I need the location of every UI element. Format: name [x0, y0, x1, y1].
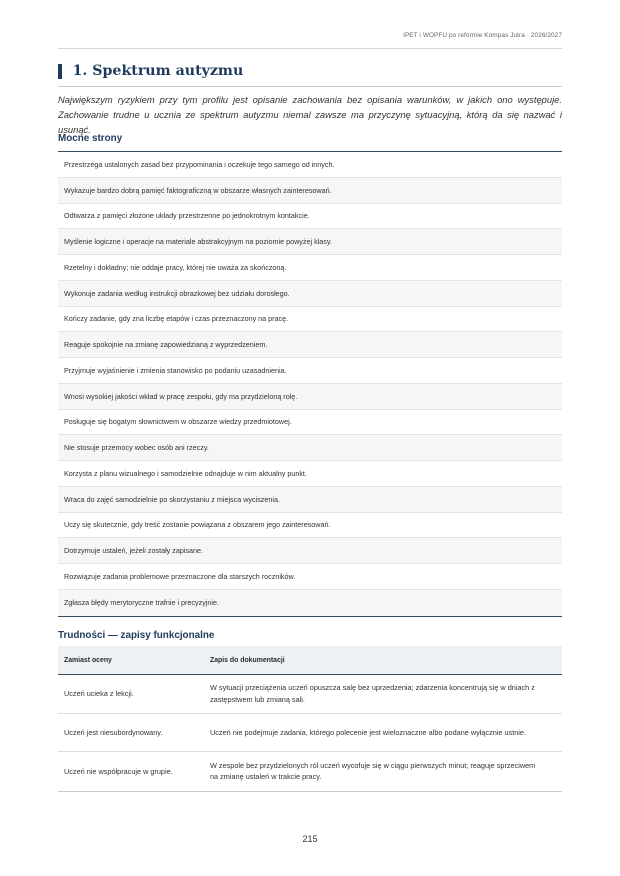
running-header: IPET i WOPFU po reformie Kompas Jutra · 2026/2027 — [403, 32, 562, 39]
strength-item: Dotrzymuje ustaleń, jeżeli zostały zapisane. — [58, 538, 562, 564]
strengths-list — [58, 151, 562, 617]
strength-item: Przyjmuje wyjaśnienie i zmienia stanowisko po podaniu uzasadnienia. — [58, 358, 562, 384]
strength-item: Uczy się skutecznie, gdy treść zostanie powiązana z obszarem jego zainteresowań. — [58, 513, 562, 539]
strength-item: Korzysta z planu wizualnego i samodzielnie odnajduje w nim aktualny punkt. — [58, 461, 562, 487]
strength-item: Kończy zadanie, gdy zna liczbę etapów i czas przeznaczony na pracę. — [58, 307, 562, 333]
strength-item: Nie stosuje przemocy wobec osób ani rzeczy. — [58, 435, 562, 461]
lead-paragraph: Największym ryzykiem przy tym profilu jest opisanie zachowania bez opisania warunków, w jakich ono występuje. Zachowanie trudne u ucznia ze spektrum autyzmu niemal zawsze ma przyczynę sytuacyjną, którą da się nazwać i usunąć. — [58, 94, 562, 135]
table-row — [58, 714, 562, 753]
section-title — [58, 63, 243, 79]
strength-item: Zgłasza błędy merytoryczne trafnie i precyzyjnie. — [58, 590, 562, 616]
title-divider — [58, 86, 562, 87]
title-accent-bar — [58, 64, 62, 79]
documentation-cell: W zespole bez przydzielonych ról uczeń wycofuje się w ciągu pierwszych minut; reaguje sprzeciwem na zmianę ustaleń w trakcie pracy. — [210, 760, 536, 782]
strength-item: Reaguje spokojnie na zmianę zapowiedzianą z wyprzedzeniem. — [58, 332, 562, 358]
section-title-text: 1. Spektrum autyzmu — [72, 63, 244, 79]
difficulties-heading: Trudności — zapisy funkcjonalne — [58, 630, 215, 641]
documentation-cell: Uczeń nie podejmuje zadania, którego polecenie jest wieloznaczne albo podane wyłącznie ustnie. — [210, 727, 526, 737]
strength-item: Wykazuje bardzo dobrą pamięć faktograficzną w obszarze własnych zainteresowań. — [58, 178, 562, 204]
strength-item: Odtwarza z pamięci złożone układy przestrzenne po jednokrotnym kontakcie. — [58, 204, 562, 230]
rating-cell: Uczeń nie współpracuje w grupie. — [64, 766, 173, 776]
documentation-cell: W sytuacji przeciążenia uczeń opuszcza salę bez uprzedzenia; zdarzenia koncentrują się w dniach z zastępstwem lub zmianą sali. — [210, 683, 535, 704]
strength-item: Przestrzega ustalonych zasad bez przypominania i oczekuje tego samego od innych. — [58, 152, 562, 178]
strength-item: Wykonuje zadania według instrukcji obrazkowej bez udziału dorosłego. — [58, 281, 562, 307]
strength-item: Rozwiązuje zadania problemowe przeznaczone dla starszych roczników. — [58, 564, 562, 590]
rating-cell: Uczeń jest niesubordynowany. — [64, 727, 163, 737]
column-header-documentation-entry: Zapis do dokumentacji — [210, 656, 285, 664]
table-header-row — [58, 646, 562, 675]
strengths-heading: Mocne strony — [58, 133, 123, 144]
table-row — [58, 752, 562, 791]
strength-item: Rzetelny i dokładny; nie oddaje pracy, której nie uważa za skończoną. — [58, 255, 562, 281]
strength-item: Wraca do zajęć samodzielnie po skorzystaniu z miejsca wyciszenia. — [58, 487, 562, 513]
column-header-instead-of-rating: Zamiast oceny — [64, 656, 112, 664]
difficulties-table — [58, 646, 562, 792]
page-number: 215 — [302, 834, 318, 844]
strength-item: Myślenie logiczne i operacje na materiale abstrakcyjnym na poziomie powyżej klasy. — [58, 229, 562, 255]
table-row — [58, 675, 562, 714]
rating-cell: Uczeń ucieka z lekcji. — [64, 689, 134, 698]
strength-item: Posługuje się bogatym słownictwem w obszarze wiedzy przedmiotowej. — [58, 410, 562, 436]
header-divider — [58, 48, 562, 49]
strength-item: Wnosi wysokiej jakości wkład w pracę zespołu, gdy ma przydzieloną rolę. — [58, 384, 562, 410]
